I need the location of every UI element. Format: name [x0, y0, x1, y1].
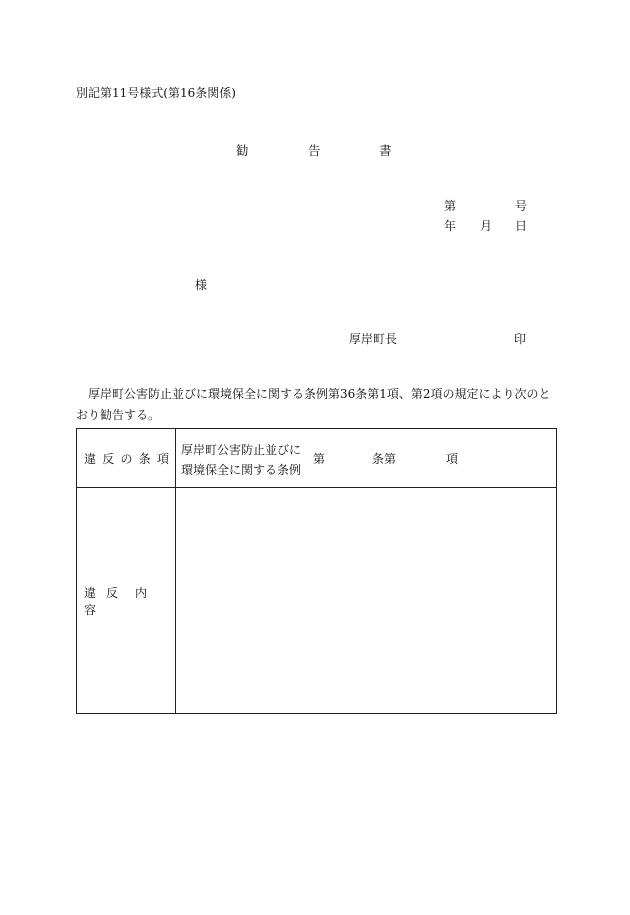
ordinance-line: 厚岸町公害防止並びに: [181, 443, 302, 457]
ordinance-line: 環境保全に関する条例: [181, 463, 302, 477]
seal-mark: 印: [514, 332, 527, 346]
label-char: 内: [135, 585, 148, 600]
label-char: 項: [156, 451, 169, 466]
article-middle: 条第: [372, 452, 397, 466]
date-day: 日: [515, 219, 528, 233]
title-char: 告: [308, 143, 321, 158]
ordinance-name: [181, 440, 301, 480]
issuer-name: 厚岸町長: [349, 332, 398, 346]
article-suffix: 項: [446, 452, 459, 466]
addressee-suffix: 様: [195, 278, 208, 292]
label-char: 違: [84, 451, 97, 466]
violated-article-label: [77, 429, 176, 488]
label-char: の: [120, 451, 133, 466]
table-row: [77, 488, 557, 714]
label-char: 違: [84, 585, 97, 600]
number-prefix: 第: [444, 199, 457, 213]
label-char: 反: [106, 585, 119, 600]
label-char: 反: [102, 451, 115, 466]
form-number-label: 別記第11号様式(第16条関係): [76, 86, 236, 100]
title-char: 書: [379, 143, 392, 158]
label-char: 容: [84, 602, 97, 617]
label-char: 条: [138, 451, 151, 466]
number-suffix: 号: [515, 199, 528, 213]
table-row: [77, 429, 557, 488]
date-month: 月: [480, 219, 493, 233]
date-year: 年: [444, 219, 457, 233]
violation-content-cell[interactable]: [176, 488, 557, 714]
title-char: 勧: [236, 143, 249, 158]
violation-table: [76, 428, 557, 714]
body-text: 厚岸町公害防止並びに環境保全に関する条例第36条第1項、第2項の規定により次のとおり勧告する。: [76, 387, 551, 422]
violated-article-cell[interactable]: [176, 429, 557, 488]
article-prefix: 第: [313, 452, 326, 466]
violation-content-label: [77, 488, 176, 714]
